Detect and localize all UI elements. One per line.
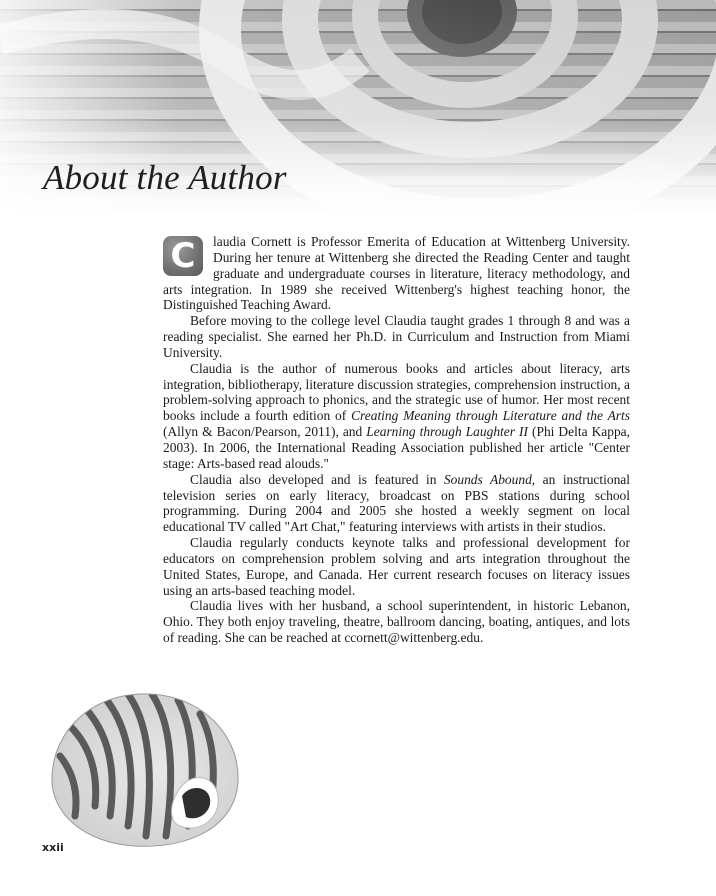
book-title: Learning through Laughter II (366, 424, 528, 440)
bio-text: Claudia is the author of numerous books and articles about literacy, arts integration, bibliotherapy, literature discussion strategies, comprehension instruction, a problem-solving approach to phonics, and the strategic use of humor. Her most recent books include a fourth edition of (163, 360, 630, 424)
series-title: Sounds Abound (443, 471, 532, 487)
page-title: About the Author (43, 158, 287, 197)
bio-text: laudia Cornett is Professor Emerita of Education at Wittenberg University. During her tenure at Wittenberg she directed the Reading Center and taught graduate and undergraduate courses in literature, literacy methodology, and arts integration. In 1989 she received Wittenberg's highest teaching honor, the Distinguished Teaching Award. (163, 234, 630, 313)
nautilus-shell-illustration (40, 686, 250, 851)
page-number: xxii (42, 841, 64, 854)
bio-text: (Allyn & Bacon/Pearson, 2011), and (163, 424, 367, 440)
book-title: Creating Meaning through Literature and the Arts (351, 408, 630, 424)
bio-paragraph: Claudia lives with her husband, a school superintendent, in historic Lebanon, Ohio. They both enjoy traveling, theatre, ballroom dancing, boating, antiques, and lots of reading. She can be reached at ccornett@wittenberg.edu. (163, 598, 630, 646)
bio-text: , an instructional television series on early literacy, broadcast on PBS stations during school programming. During 2004 and 2005 she hosted a weekly segment on local educational TV called "Art Chat," featuring interviews with artists in their studios. (163, 471, 630, 535)
bio-paragraph (163, 361, 630, 472)
bio-paragraph (163, 472, 630, 535)
drop-cap: C (163, 236, 203, 276)
bio-text: Claudia also developed and is featured in (190, 471, 444, 487)
bio-text: (Phi Delta Kappa, 2003). In 2006, the International Reading Association published her article "Center stage: Arts-based read alouds." (163, 424, 630, 471)
author-bio (163, 234, 630, 646)
bio-paragraph (163, 234, 630, 313)
bio-paragraph: Before moving to the college level Claudia taught grades 1 through 8 and was a reading specialist. She earned her Ph.D. in Curriculum and Instruction from Miami University. (163, 313, 630, 360)
bio-paragraph: Claudia regularly conducts keynote talks and professional development for educators on comprehension problem solving and arts integration throughout the United States, Europe, and Canada. Her current research focuses on literacy issues using an arts-based teaching model. (163, 535, 630, 598)
